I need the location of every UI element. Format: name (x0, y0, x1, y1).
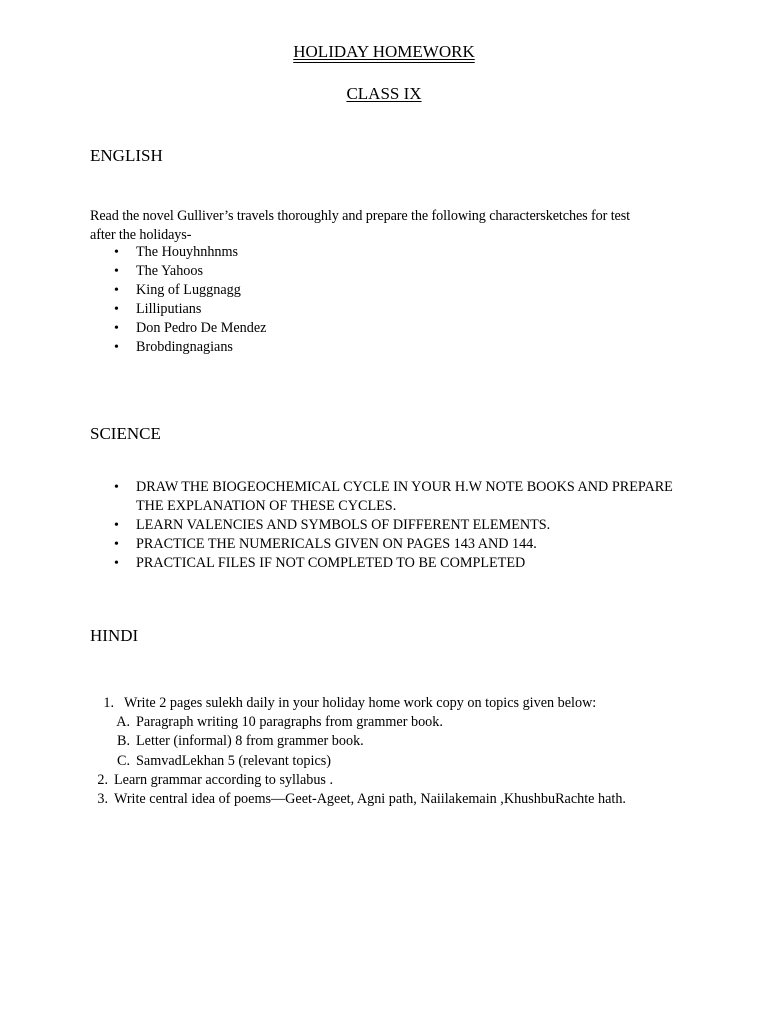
list-subitem: C. SamvadLekhan 5 (relevant topics) (116, 752, 332, 769)
list-item: • DRAW THE BIOGEOCHEMICAL CYCLE IN YOUR H.W NOTE BOOKS AND PREPARE THE EXPLANATION OF THESE CYCLES. (114, 479, 673, 514)
list-item: 2. Learn grammar according to syllabus . (97, 771, 334, 788)
english-instructions-line-2: after the holidays- (90, 226, 192, 243)
science-task-list (90, 478, 690, 573)
document-title: HOLIDAY HOMEWORK (293, 42, 475, 61)
bullet-icon: • (114, 245, 119, 260)
list-item: • Brobdingnagians (114, 339, 233, 355)
section-heading-science: SCIENCE (90, 424, 161, 443)
bullet-icon: • (114, 321, 119, 336)
list-item: • King of Luggnagg (114, 282, 241, 298)
hindi-task-list (90, 694, 710, 809)
bullet-icon: • (114, 480, 119, 495)
bullet-icon: • (114, 556, 119, 571)
list-item: 3. Write central idea of poems—Geet-Ageet, Agni path, Naiilakemain ,KhushbuRachte hath. (97, 791, 626, 808)
english-character-list (90, 243, 266, 357)
bullet-icon: • (114, 302, 119, 317)
bullet-icon: • (114, 518, 119, 533)
section-heading-hindi: HINDI (90, 626, 139, 645)
list-item: • The Houyhnhnms (114, 244, 239, 260)
list-item: • The Yahoos (114, 263, 204, 279)
section-heading-english: ENGLISH (90, 146, 163, 165)
english-instructions-line-1: Read the novel Gulliver’s travels thoroughly and prepare the following charactersketches for test (90, 208, 631, 224)
bullet-icon: • (114, 340, 119, 355)
list-item: • LEARN VALENCIES AND SYMBOLS OF DIFFERENT ELEMENTS. (114, 517, 551, 533)
bullet-icon: • (114, 537, 119, 552)
list-item: • PRACTICE THE NUMERICALS GIVEN ON PAGES 143 AND 144. (114, 536, 537, 552)
list-item: • Lilliputians (114, 301, 202, 317)
english-instructions (90, 207, 690, 244)
list-item: • Don Pedro De Mendez (114, 320, 267, 336)
bullet-icon: • (114, 283, 119, 298)
bullet-icon: • (114, 264, 119, 279)
list-item: 1. Write 2 pages sulekh daily in your holiday home work copy on topics given below: (103, 695, 597, 711)
list-subitem: A. Paragraph writing 10 paragraphs from grammer book. (116, 714, 443, 731)
list-item: • PRACTICAL FILES IF NOT COMPLETED TO BE COMPLETED (114, 555, 526, 571)
list-subitem: B. Letter (informal) 8 from grammer book. (116, 733, 364, 750)
class-label: CLASS IX (346, 84, 422, 103)
